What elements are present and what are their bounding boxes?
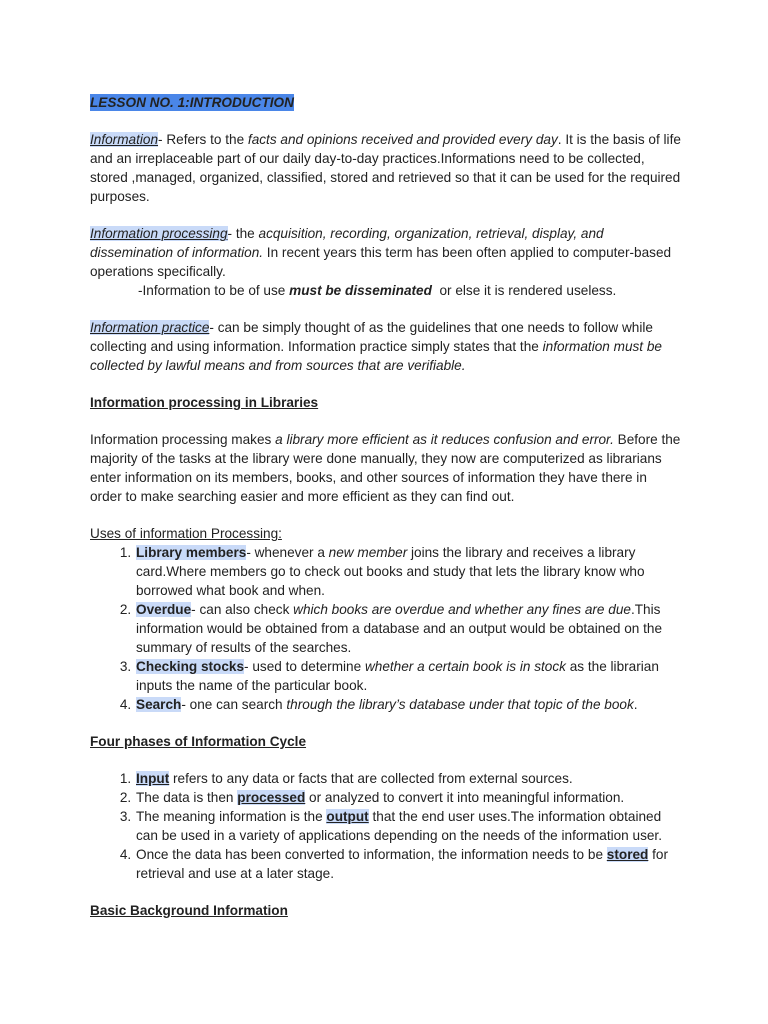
list-item: 2. The data is then processed or analyzed to convert it into meaningful information. [135, 788, 682, 807]
processing-note: -Information to be of use must be disseminated or else it is rendered useless. [138, 283, 617, 298]
paragraph-information-practice: Information practice- can be simply thought of as the guidelines that one needs to follow while collecting and using information. Information practice simply states that the information must be collected by lawful means and from sources that are verifiable. [90, 320, 662, 373]
lesson-title-text: LESSON NO. 1:INTRODUCTION [90, 95, 294, 110]
heading-background: Basic Background Information [90, 903, 288, 918]
list-item: 4. Search- one can search through the library’s database under that topic of the book. [135, 695, 682, 714]
heading-cycle: Four phases of Information Cycle [90, 734, 307, 749]
lesson-title [90, 93, 682, 112]
list-item: 3. Checking stocks- used to determine whether a certain book is in stock as the librarian inputs the name of the particular book. [135, 657, 682, 695]
cycle-list [90, 769, 682, 883]
list-item: 4. Once the data has been converted to information, the information needs to be stored for retrieval and use at a later stage. [135, 845, 682, 883]
uses-list [90, 543, 682, 714]
paragraph-libraries: Information processing makes a library more efficient as it reduces confusion and error. Before the majority of the tasks at the library were done manually, they now are computerized as librarians enter information on its members, books, and other sources of information they have there in order to make searching easier and more efficient as they can find out. [90, 432, 681, 504]
term-information-processing: Information processing [90, 226, 228, 241]
document-body [90, 93, 682, 920]
heading-libraries: Information processing in Libraries [90, 395, 319, 410]
heading-uses: Uses of information Processing: [90, 526, 282, 541]
list-item: 2. Overdue- can also check which books are overdue and whether any fines are due.This information would be obtained from a database and an output would be obtained on the summary of results of the searches. [135, 600, 682, 657]
paragraph-information: Information- Refers to the facts and opinions received and provided every day. It is the basis of life and an irreplaceable part of our daily day-to-day practices.Informations need to be collected, stored ,managed, organized, classified, stored and retrieved so that it can be used for the required purposes. [90, 132, 681, 204]
list-item: 1. Input refers to any data or facts that are collected from external sources. [135, 769, 682, 788]
term-information: Information [90, 132, 159, 147]
term-information-practice: Information practice [90, 320, 210, 335]
list-item: 3. The meaning information is the output that the end user uses.The information obtained can be used in a variety of applications depending on the needs of the information user. [135, 807, 682, 845]
list-item: 1. Library members- whenever a new member joins the library and receives a library card.Where members go to check out books and study that lets the library know who borrowed what book and when. [135, 543, 682, 600]
paragraph-information-processing: Information processing- the acquisition, recording, organization, retrieval, display, and dissemination of information. In recent years this term has been often applied to computer-based operations specifically. [90, 226, 672, 279]
